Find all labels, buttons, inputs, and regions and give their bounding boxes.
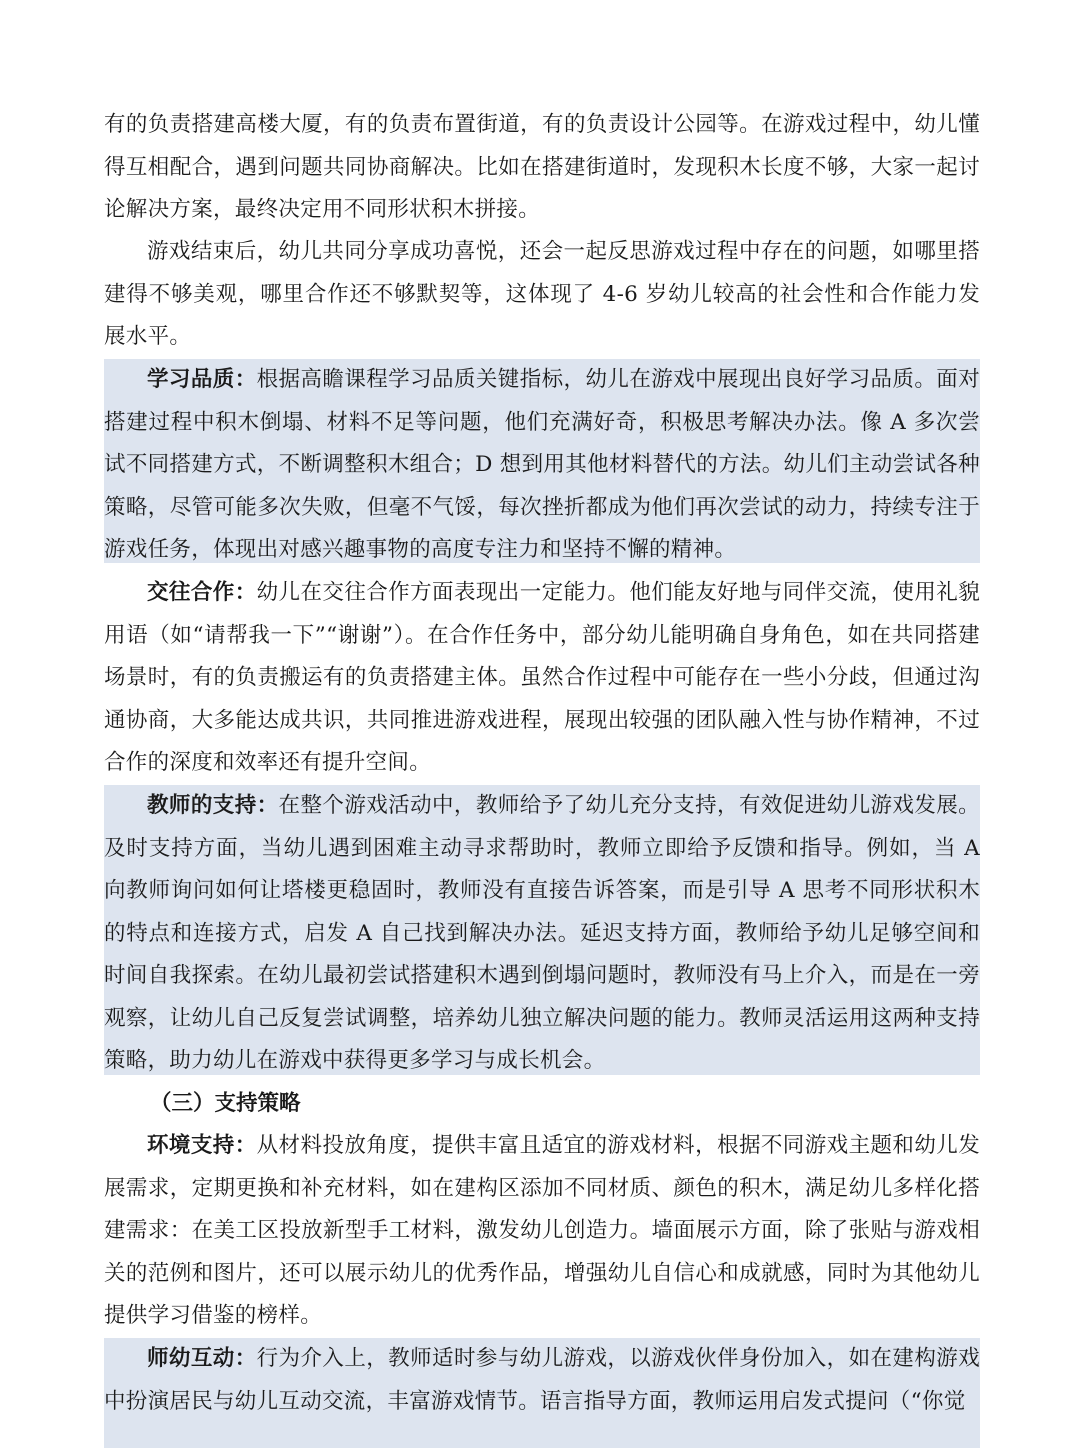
section-heading-support-strategies: （三）支持策略	[150, 1091, 301, 1116]
paragraph-teacher-child-interaction	[104, 1338, 980, 1448]
environment-support-lead: 环境支持：	[147, 1133, 257, 1158]
interaction-lead: 师幼互动：	[147, 1346, 257, 1371]
learning-quality-lead: 学习品质：	[147, 367, 257, 392]
paragraph-learning-quality	[104, 359, 980, 563]
teacher-support-lead: 教师的支持：	[147, 793, 279, 818]
cooperation-body: 幼儿在交往合作方面表现出一定能力。他们能友好地与同伴交流，使用礼貌用语（如“请帮我一下”“谢谢”）。在合作任务中，部分幼儿能明确自身角色，如在共同搭建场景时，有的负责搬运有的负责搭建主体。虽然合作过程中可能存在一些小分歧，但通过沟通协商，大多能达成共识，共同推进游戏进程，展现出较强的团队融入性与协作精神，不过合作的深度和效率还有提升空间。	[104, 580, 980, 775]
paragraph-teacher-support	[104, 785, 980, 1075]
interaction-body: 行为介入上，教师适时参与幼儿游戏，以游戏伙伴身份加入，如在建构游戏中扮演居民与幼儿互动交流，丰富游戏情节。语言指导方面，教师运用启发式提问（“你觉	[104, 1346, 980, 1414]
teacher-support-body: 在整个游戏活动中，教师给予了幼儿充分支持，有效促进幼儿游戏发展。及时支持方面，当幼儿遇到困难主动寻求帮助时，教师立即给予反馈和指导。例如，当 A 向教师询问如何让塔楼更稳固时，教师没有直接告诉答案，而是引导 A 思考不同形状积木的特点和连接方式，启发 A 自己找到解决办法。延迟支持方面，教师给予幼儿足够空间和时间自我探索。在幼儿最初尝试搭建积木遇到倒塌问题时，教师没有马上介入，而是在一旁观察，让幼儿自己反复尝试调整，培养幼儿独立解决问题的能力。教师灵活运用这两种支持策略，助力幼儿在游戏中获得更多学习与成长机会。	[104, 793, 980, 1073]
paragraph-environment-support	[104, 1125, 980, 1338]
learning-quality-body: 根据高瞻课程学习品质关键指标，幼儿在游戏中展现出良好学习品质。面对搭建过程中积木倒塌、材料不足等问题，他们充满好奇，积极思考解决办法。像 A 多次尝试不同搭建方式，不断调整积木组合；D 想到用其他材料替代的方法。幼儿们主动尝试各种策略，尽管可能多次失败，但毫不气馁，每次挫折都成为他们再次尝试的动力，持续专注于游戏任务，体现出对感兴趣事物的高度专注力和坚持不懈的精神。	[104, 367, 980, 562]
environment-support-body: 从材料投放角度，提供丰富且适宜的游戏材料，根据不同游戏主题和幼儿发展需求，定期更换和补充材料，如在建构区添加不同材质、颜色的积木，满足幼儿多样化搭建需求：在美工区投放新型手工材料，激发幼儿创造力。墙面展示方面，除了张贴与游戏相关的范例和图片，还可以展示幼儿的优秀作品，增强幼儿自信心和成就感，同时为其他幼儿提供学习借鉴的榜样。	[104, 1133, 980, 1328]
paragraph-reflection: 游戏结束后，幼儿共同分享成功喜悦，还会一起反思游戏过程中存在的问题，如哪里搭建得不够美观，哪里合作还不够默契等，这体现了 4-6 岁幼儿较高的社会性和合作能力发展水平。	[104, 239, 980, 349]
cooperation-lead: 交往合作：	[147, 580, 257, 605]
paragraph-intro-continuation: 有的负责搭建高楼大厦，有的负责布置街道，有的负责设计公园等。在游戏过程中，幼儿懂得互相配合，遇到问题共同协商解决。比如在搭建街道时，发现积木长度不够，大家一起讨论解决方案，最终决定用不同形状积木拼接。	[104, 112, 980, 222]
paragraph-cooperation	[104, 572, 980, 785]
